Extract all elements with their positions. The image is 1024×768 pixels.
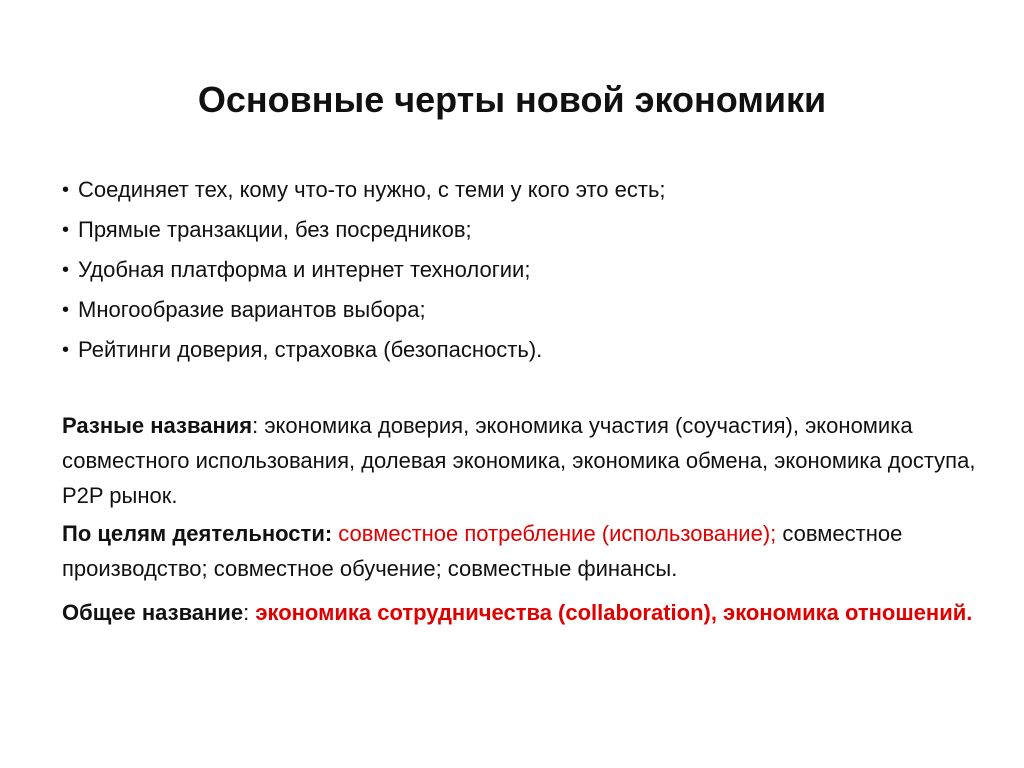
bullet-icon: • [62, 179, 70, 201]
names-text: : экономика доверия, экономика участия (соучастия), экономика совместного использования, долевая экономика, экономика обмена, экономика доступа, P2P рынок. [62, 413, 976, 508]
general-label: Общее название [62, 600, 244, 625]
list-item-text: Соединяет тех, кому что-то нужно, с теми у кого это есть; [78, 177, 666, 202]
names-paragraph [62, 408, 982, 513]
goals-highlight: совместное потребление (использование); [332, 521, 777, 546]
bullet-icon: • [62, 219, 70, 241]
slide-title: Основные черты новой экономики [197, 79, 827, 120]
list-item [62, 290, 962, 330]
general-highlight: экономика сотрудничества (collaboration), экономика отношений. [255, 600, 973, 625]
goals-text: совместное производство; совместное обучение; совместные финансы. [62, 521, 903, 581]
goals-paragraph [62, 516, 982, 586]
bullet-icon: • [62, 339, 70, 361]
general-colon: : [243, 600, 256, 625]
list-item-text: Многообразие вариантов выбора; [78, 297, 426, 322]
list-item-text: Удобная платформа и интернет технологии; [78, 257, 531, 282]
list-item [62, 330, 962, 370]
list-item-text: Прямые транзакции, без посредников; [78, 217, 472, 242]
bullet-icon: • [62, 259, 70, 281]
list-item [62, 170, 962, 210]
list-item-text: Рейтинги доверия, страховка (безопасность). [78, 337, 543, 362]
list-item [62, 250, 962, 290]
general-paragraph [62, 595, 982, 630]
goals-label: По целям деятельности: [62, 521, 333, 546]
names-label: Разные названия [62, 413, 253, 438]
features-list [62, 170, 962, 370]
list-item [62, 210, 962, 250]
bullet-icon: • [62, 299, 70, 321]
